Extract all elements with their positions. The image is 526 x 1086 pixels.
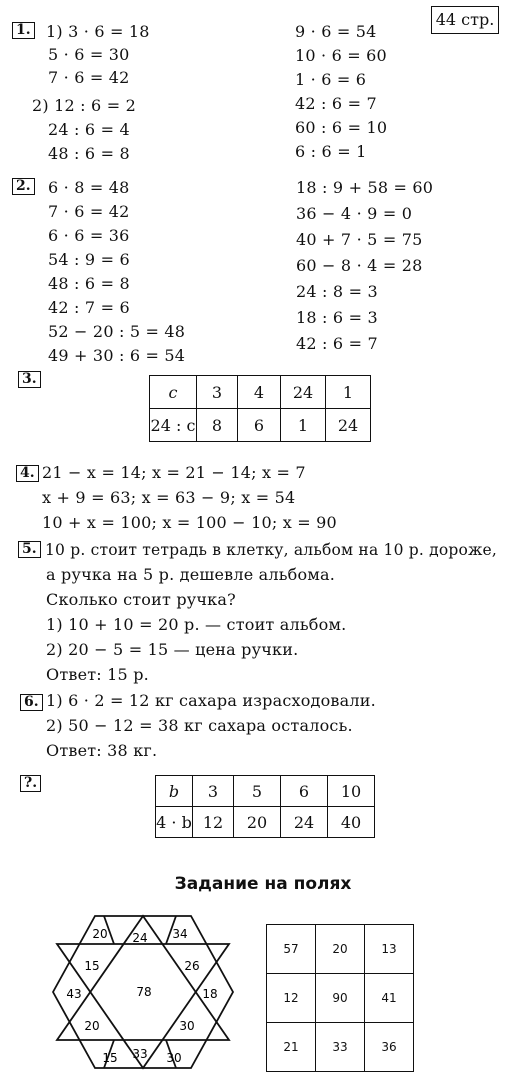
equation: 42 : 7 = 6 [48,298,130,317]
table-cell: 24 : c [150,409,197,442]
table-row [156,776,375,807]
page-number-box: 44 стр. [431,6,499,34]
equation: 10 + x = 100; x = 100 − 10; x = 90 [42,513,337,532]
equation: 42 : 6 = 7 [296,334,378,353]
equation: 60 − 8 · 4 = 28 [296,256,423,275]
hexagon-number: 18 [202,987,218,1001]
task-2-number: 2. [12,178,35,195]
equation: 18 : 9 + 58 = 60 [296,178,434,197]
grid-cell: 21 [267,1023,316,1072]
problem-text: 10 р. стоит тетрадь в клетку, альбом на 10 р. дороже, [45,541,498,559]
equation: 1) 3 · 6 = 18 [46,22,150,41]
magic-square-grid [266,924,414,1072]
task-1-number: 1. [12,22,35,39]
equation: 1 · 6 = 6 [295,70,367,89]
equation: 42 : 6 = 7 [295,94,377,113]
table-cell: 3 [197,376,238,409]
grid-cell: 41 [365,974,414,1023]
table-row [150,409,371,442]
table-cell: 12 [193,807,234,838]
equation: x + 9 = 63; x = 63 − 9; x = 54 [42,488,296,507]
equation: 2) 12 : 6 = 2 [32,96,136,115]
hexagon-number: 26 [184,959,200,973]
table-cell: 6 [238,409,281,442]
task-3-number: 3. [18,371,41,388]
equation: 52 − 20 : 5 = 48 [48,322,186,341]
equation: 9 · 6 = 54 [295,22,377,41]
table-cell: 40 [328,807,375,838]
table-cell: 20 [234,807,281,838]
hexagon-number: 15 [84,959,100,973]
table-cell: 4 [238,376,281,409]
equation: 54 : 9 = 6 [48,250,130,269]
solution-step: 1) 10 + 10 = 20 р. — стоит альбом. [46,615,347,634]
equation: 6 · 6 = 36 [48,226,130,245]
hexagon-number: 15 [102,1051,118,1065]
grid-cell: 20 [316,925,365,974]
task-3-table [149,375,371,442]
solution-step: 1) 6 · 2 = 12 кг сахара израсходовали. [46,691,376,710]
hexagon-number: 30 [166,1051,182,1065]
equation: 7 · 6 = 42 [48,202,130,221]
grid-cell: 90 [316,974,365,1023]
table-cell: b [156,776,193,807]
equation: 48 : 6 = 8 [48,144,130,163]
hexagon-number: 20 [84,1019,100,1033]
equation: 48 : 6 = 8 [48,274,130,293]
margin-task-title: Задание на полях [174,874,352,894]
task-7-number: ?. [20,775,41,792]
task-6-number: 6. [20,694,43,711]
table-row [267,1023,414,1072]
solution-step: 2) 20 − 5 = 15 — цена ручки. [46,640,299,659]
table-row [150,376,371,409]
task-7-table [155,775,375,838]
table-row [267,974,414,1023]
equation: 18 : 6 = 3 [296,308,378,327]
table-cell: 24 [281,807,328,838]
grid-cell: 36 [365,1023,414,1072]
equation: 40 + 7 · 5 = 75 [296,230,423,249]
table-cell: 1 [281,409,326,442]
hexagon-number: 20 [92,927,108,941]
equation: 60 : 6 = 10 [295,118,388,137]
grid-cell: 57 [267,925,316,974]
equation: 7 · 6 = 42 [48,68,130,87]
equation: 49 + 30 : 6 = 54 [48,346,186,365]
equation: 10 · 6 = 60 [295,46,387,65]
grid-cell: 33 [316,1023,365,1072]
hexagon-number: 78 [136,985,152,999]
hexagon-number: 33 [132,1047,148,1061]
table-cell: c [150,376,197,409]
equation: 24 : 6 = 4 [48,120,130,139]
table-cell: 8 [197,409,238,442]
solution-step: 2) 50 − 12 = 38 кг сахара осталось. [46,716,353,735]
hexagon-number: 43 [66,987,82,1001]
equation: 6 · 8 = 48 [48,178,130,197]
hexagon-number: 24 [132,931,148,945]
table-row [156,807,375,838]
task-4-number: 4. [16,465,39,482]
grid-cell: 12 [267,974,316,1023]
table-row [267,925,414,974]
equation: 6 : 6 = 1 [295,142,367,161]
table-cell: 24 [281,376,326,409]
answer: Ответ: 38 кг. [46,741,158,760]
answer: Ответ: 15 р. [46,665,149,684]
table-cell: 4 · b [156,807,193,838]
task-5-number: 5. [18,541,41,558]
grid-cell: 13 [365,925,414,974]
hexagon-figure [52,912,252,1072]
equation: 21 − x = 14; x = 21 − 14; x = 7 [42,463,306,482]
table-cell: 3 [193,776,234,807]
table-cell: 6 [281,776,328,807]
problem-text: а ручка на 5 р. дешевле альбома. [46,565,335,584]
table-cell: 5 [234,776,281,807]
table-cell: 10 [328,776,375,807]
table-cell: 24 [326,409,371,442]
hexagon-number: 34 [172,927,188,941]
table-cell: 1 [326,376,371,409]
equation: 5 · 6 = 30 [48,45,130,64]
hexagon-number: 30 [179,1019,195,1033]
problem-text: Сколько стоит ручка? [46,590,236,609]
equation: 36 − 4 · 9 = 0 [296,204,413,223]
equation: 24 : 8 = 3 [296,282,378,301]
